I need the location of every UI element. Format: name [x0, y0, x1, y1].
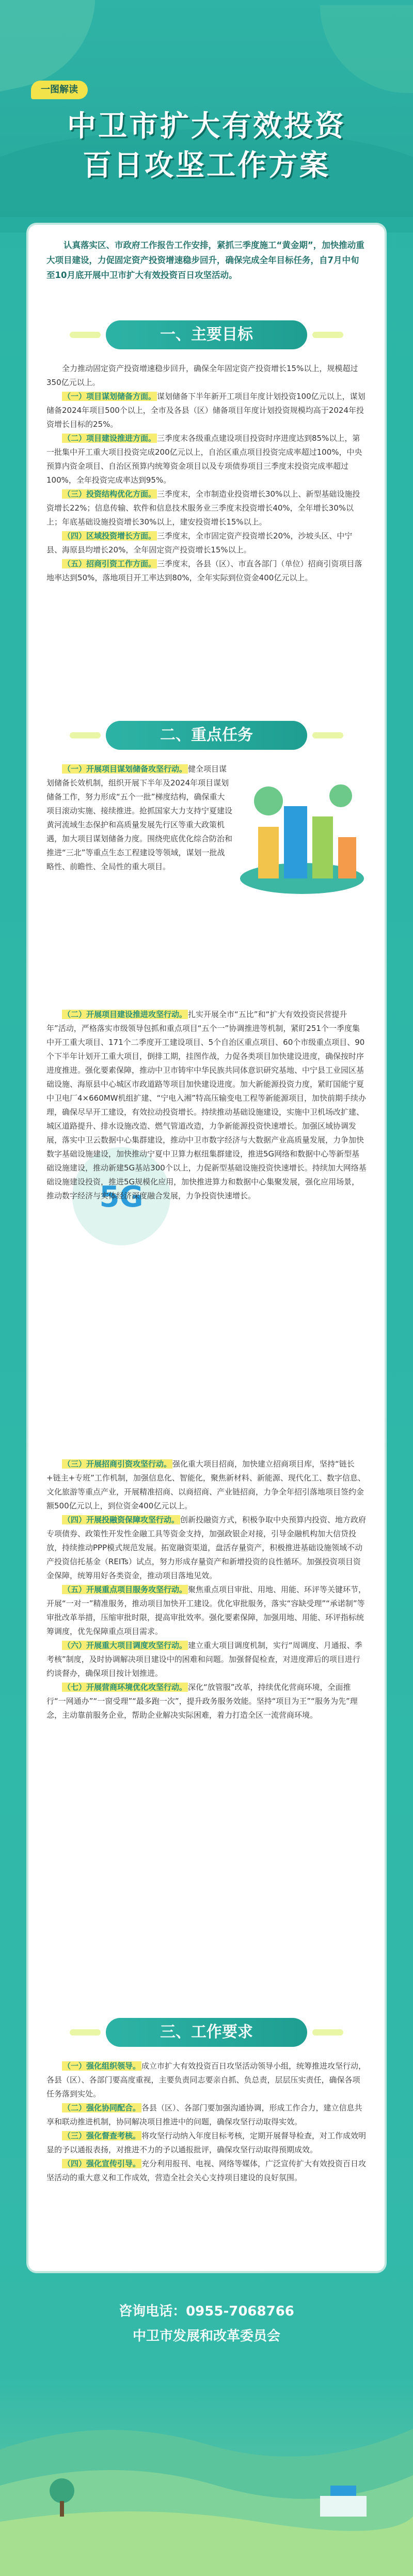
highlight: （一）强化组织领导。 [63, 2061, 141, 2071]
section-title: 二、重点任务 [106, 721, 307, 750]
leaf-decoration [320, 5, 413, 93]
paragraph-text: 三季度末各级重点建设项目投资时序进度达到85%以上，第一批集中开工重大项目投资完成200亿元以上，自治区重点项目投资完成率超过100%，中央预算内资金项目、自治区预算内统筹资金项目以及专项债券项目三季度末投资完成率超过100%，全年投资完成率达到95%。 [46, 434, 362, 485]
paragraph [46, 1639, 367, 1680]
paragraph [46, 557, 367, 585]
section-title: 一、主要目标 [106, 320, 307, 349]
paragraph [46, 2129, 367, 2157]
paragraph-text: 将攻坚行动纳入年度目标考核，定期开展督导检查，对工作成效明显的予以通报表扬，对推进不力的予以通报批评，确保攻坚行动取得预期成效。 [46, 2131, 367, 2154]
paragraph [46, 487, 367, 529]
section3-body [46, 2059, 367, 2185]
highlight: （七）开展营商环境优化攻坚行动。 [63, 1683, 187, 1692]
paragraph-text: 三季度末，全市固定资产投资增长20%，沙坡头区、中宁县、海原县均增长20%，全年固定资产投资增长15%以上。 [46, 531, 353, 554]
paragraph [46, 2059, 367, 2101]
paragraph [46, 1583, 367, 1639]
contact-phone: 咨询电话：0955-7068766 [119, 2304, 294, 2319]
highlight: （六）开展重大项目调度攻坚行动。 [63, 1641, 187, 1650]
paragraph-text: 聚焦重点项目审批、用地、用能、环评等关键环节，开展“一对一”精准服务，推动项目加快开工建设。优化审批服务，落实“容缺受理”“承诺制”等审批改革举措，压缩审批时限，提高审批效率。强化要素保障，加强用地、用能、环评指标统筹调度，优先保障重点项目需求。 [46, 1585, 367, 1636]
paragraph-text: 深化“放管服”改革，持续优化营商环境，全面推行“一网通办”“一窗受理”“最多跑一次”，提升政务服务效能。坚持“项目为王”“服务为先”理念，主动靠前服务企业，帮助企业解决实际困难，着力打造全区一流营商环境。 [46, 1683, 358, 1720]
paragraph-text: 健全项目谋划储备长效机制，组织开展下半年及2024年项目谋划储备工作，努力形成“五个一批”梯度结构，确保重大项目滚动实施、接续推进。抢抓国家大力支持宁夏建设黄河流域生态保护和高质量发展先行区等重大政策机遇，加大项目谋划储备力度。围绕兜底优化综合防治和推进“三北”等重点生态工程建设等领域，谋划一批战略性、前瞻性、全局性的重大项目。 [46, 764, 233, 871]
highlight: （二）开展项目建设推进攻坚行动。 [63, 1010, 187, 1019]
paragraph: 全力推动固定资产投资增速稳步回升，确保全年固定资产投资增长15%以上，规模超过350亿元以上。 [46, 364, 358, 387]
paragraph-text: 建立重大项目调度机制，实行“周调度、月通报、季考核”制度，及时协调解决项目建设中的困难和问题。加强督促检查，对进度滞后的项目进行约谈督办，确保项目按计划推进。 [46, 1641, 362, 1678]
paragraph [46, 762, 232, 874]
highlight: （四）开展投融资保障攻坚行动。 [63, 1515, 180, 1524]
intro-paragraph: 认真落实区、市政府工作报告工作安排，紧抓三季度施工“黄金期”，加快推动重大项目建设，力促固定资产投资增速稳步回升，确保完成全年目标任务，自7月中旬至10月底开展中卫市扩大有效投资百日攻坚活动。 [46, 240, 364, 280]
svg-text:5G: 5G [99, 1180, 144, 1214]
section2-body-part2 [46, 1008, 367, 1452]
highlight: （一）项目谋划储备方面。 [63, 392, 156, 401]
paragraph [46, 2101, 367, 2129]
paragraph [46, 1680, 367, 1722]
section2-body-part1 [46, 762, 232, 874]
section-title: 三、工作要求 [106, 2018, 307, 2047]
section2-body-part3 [46, 1457, 367, 1722]
highlight: （一）开展项目谋划储备攻坚行动。 [63, 764, 187, 774]
paragraph-text: 谋划储备下半年新开工项目年度计划投资100亿元以上，谋划储备2024年项目500个以上，全市及各县（区）储备项目年度计划投资规模均高于2024年投资增长目标的25%。 [46, 392, 366, 429]
paragraph-text: 强化重大项目招商，加快建立招商项目库，坚持“链长+链主+专班”工作机制，加强信息化、智能化，聚焦新材料、新能源、现代化工、数字信息、文化旅游等重点产业，开展精准招商、以商招商、产业链招商，力争全年招引落地项目签约金额500亿元以上，到位资金400亿元以上。 [46, 1459, 366, 1510]
paragraph-text: 创新投融资方式，积极争取中央预算内投资、地方政府专项债券、政策性开发性金融工具等资金支持，加强政银企对接，引导金融机构加大信贷投放，持续推动PPP模式规范发展。拓宽融资渠道，盘活存量资产，积极推进基础设施领域不动产投资信托基金（REITs）试点，努力形成存量资产和新增投资的良性循环。加强投资项目资金保障，统筹用好各类资金，推动项目落地见效。 [46, 1515, 367, 1580]
paragraph [46, 390, 367, 431]
organization-name: 中卫市发展和改革委员会 [132, 2328, 280, 2344]
paragraph [46, 431, 367, 487]
highlight: （四）强化宣传引导。 [63, 2159, 141, 2168]
paragraph-text: 三季度末，各县（区）、市直各部门（单位）招商引资项目落地率达到50%，落地项目开工率达到80%，全年实际到位资金400亿元以上。 [46, 559, 362, 582]
highlight: （五）开展重点项目服务攻坚行动。 [63, 1585, 187, 1594]
paragraph-text: 三季度末，全市制造业投资增长30%以上、新型基础设施投资增长22%；信息传输、软件和信息技术服务业三季度末投资增长40%，全年增长30%以上；年底基础设施投资增长30%以上，建安投资增长15%以上。 [46, 489, 360, 527]
paragraph [46, 529, 367, 557]
highlight: （四）区域投资增长方面。 [63, 531, 156, 541]
highlight: （二）强化协同配合。 [63, 2103, 141, 2112]
header-banner [0, 0, 413, 217]
highlight: （三）强化督查考核。 [63, 2131, 141, 2140]
paragraph [46, 1008, 367, 1203]
paragraph [46, 1513, 367, 1583]
title-line-2: 百日攻坚工作方案 [83, 149, 330, 182]
paragraph [46, 1457, 367, 1513]
paragraph-text: 扎实开展全市“五比”和“扩大有效投资民营提升年”活动，严格落实市级领导包抓和重点项目“五个一”协调推进等机制，紧盯251个一季度集中开工重大项目、171个二季度开工建设项目、5个自治区重点项目、60个市级重点项目、90个下半年计划开工重大项目，倒排工期，挂图作战，力促各类项目加快建设进度，确保按时序进度推进。强化要素保障，推动中卫市铸牢中华民族共同体意识研究基地、中宁县工业园区基础设施、海原县中心城区市政道路等项目加快建设进度。加大新能源投资力度，紧盯国能宁夏中卫电厂4×660MW机组扩建、“宁电入湘”特高压输变电工程等新能源项目，加快前期手续办理，确保尽早开工建设，有效拉动投资增长。持续推动基础设施建设，实施中卫机场改扩建、城区道路提升、排水设施改造、燃气管道改造，力争新能源投资快速增长。加强区域协调发展，落实中卫云数据中心集群建设，推动中卫市数字经济与大数据产业高质量发展，力争加快数字基础设施建设，加快推动宁夏中卫算力枢纽集群建设，推进5G网络和数据中心等新型基础设施建设，推动新建5G基站300个以上，力促新型基础设施投资快速增长。持续加大网络基础设施建设投资，推进5G规模化应用，加快推进算力和数据中心集聚发展，强化应用场景，推动数字经济与实体经济深度融合发展，力争投资快速增长。 [46, 1010, 367, 1200]
badge: 一图解读 [31, 81, 88, 99]
title-line-1: 中卫市扩大有效投资 [67, 110, 346, 143]
paragraph-text: 充分利用报刊、电视、网络等媒体，广泛宣传扩大有效投资百日攻坚活动的重大意义和工作成效，营造全社会关心支持项目建设的良好氛围。 [46, 2159, 367, 2182]
highlight: （三）投资结构优化方面。 [63, 489, 156, 499]
landscape-illustration [0, 2367, 413, 2576]
highlight: （三）开展招商引资攻坚行动。 [63, 1459, 172, 1469]
highlight: （五）招商引资工作方面。 [63, 559, 156, 568]
paragraph [46, 2157, 367, 2185]
highlight: （二）项目建设推进方面。 [63, 434, 156, 443]
section1-body [46, 362, 367, 585]
city-illustration [237, 765, 367, 899]
paragraph-text: 各县（区）、各部门要加强沟通协调，形成工作合力，建立信息共享和联动推进机制，协同解决项目推进中的问题，确保攻坚行动取得实效。 [46, 2103, 362, 2126]
paragraph-text: 成立市扩大有效投资百日攻坚活动领导小组，统筹推进攻坚行动，各县（区）、各部门要高度重视，主要负责同志要亲自抓、负总责，层层压实责任，确保各项任务落到实处。 [46, 2061, 367, 2099]
